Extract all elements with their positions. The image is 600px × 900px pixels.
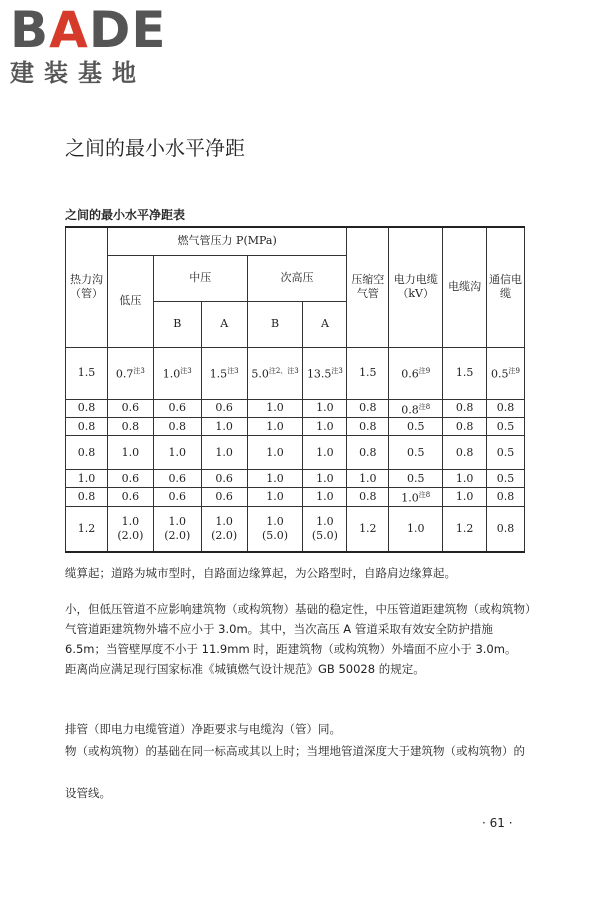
table-cell: 0.5 (389, 418, 443, 436)
table-cell: 1.0$^{注8}$ (389, 488, 443, 507)
table-cell: 0.5 (487, 470, 525, 488)
logo-wordmark: BADE (10, 1, 167, 59)
table-cell: 0.8 (66, 488, 108, 507)
table-cell: 0.8 (487, 506, 525, 552)
table-cell: 0.6 (153, 488, 201, 507)
logo-subtitle: 建装基地 (10, 59, 146, 87)
table-cell: 0.5 (487, 418, 525, 436)
table-cell: 1.0 (2.0) (107, 506, 153, 552)
table-cell: 0.8 (443, 399, 487, 418)
note-1: 缆算起；道路为城市型时，自路面边缘算起，为公路型时，自路肩边缘算起。 (65, 566, 456, 580)
table-cell: 1.2 (347, 506, 389, 552)
note-3b: 物（或构筑物）的基础在同一标高或其以上时；当埋地管道深度大于建筑物（或构筑物）的 (65, 744, 525, 758)
table-cell: 0.5 (389, 470, 443, 488)
table-cell: 1.0 (247, 418, 303, 436)
table-cell: 0.8 (66, 399, 108, 418)
table-cell: 1.0 (2.0) (153, 506, 201, 552)
table-cell: 1.0 (107, 436, 153, 470)
note-2a: 小，但低压管道不应影响建筑物（或构筑物）基础的稳定性，中压管道距建筑物（或构筑物） (65, 602, 537, 616)
table-row (66, 436, 525, 470)
table-cell: 1.0 (5.0) (247, 506, 303, 552)
table-cell: 1.0 (303, 470, 347, 488)
header-comm-cable: 通信电缆 (487, 227, 525, 347)
header-sub-high-b: B (247, 301, 303, 347)
table-cell: 1.5 (347, 347, 389, 399)
header-mid-a: A (201, 301, 247, 347)
table-cell: 0.8 (66, 436, 108, 470)
table-cell: 0.6 (201, 470, 247, 488)
table-cell: 1.0 (303, 436, 347, 470)
table-cell: 1.0 (347, 470, 389, 488)
table-cell: 1.0 (201, 418, 247, 436)
header-mid-b: B (153, 301, 201, 347)
table-cell: 0.8 (347, 488, 389, 507)
table-cell: 1.0 (443, 488, 487, 507)
table-cell: 0.8 (487, 399, 525, 418)
note-3a: 排管（即电力电缆管道）净距要求与电缆沟（管）同。 (65, 722, 341, 736)
table-row (66, 506, 525, 552)
header-power-cable: 电力电缆（kV） (389, 227, 443, 347)
table-cell: 1.0 (389, 506, 443, 552)
table-cell: 0.8 (153, 418, 201, 436)
table-cell: 1.0 (5.0) (303, 506, 347, 552)
header-compressed-air: 压缩空气管 (347, 227, 389, 347)
table-cell: 0.5 (487, 436, 525, 470)
header-low: 低压 (107, 255, 153, 347)
table-cell: 1.5$^{注3}$ (201, 347, 247, 399)
clearance-table (65, 226, 525, 553)
table-caption: 之间的最小水平净距表 (65, 208, 186, 222)
table-cell: 0.8 (487, 488, 525, 507)
header-sub-high-a: A (303, 301, 347, 347)
note-2d: 距离尚应满足现行国家标准《城镇燃气设计规范》GB 50028 的规定。 (65, 662, 425, 676)
note-2c: 6.5m；当管壁厚度不小于 11.9mm 时，距建筑物（或构筑物）外墙面不应小于 3.0m。 (65, 642, 517, 656)
table-cell: 1.0 (247, 399, 303, 418)
table-cell: $5.0^{注2、注3}$ (247, 347, 303, 399)
table-cell: 0.8 (107, 418, 153, 436)
table-row (66, 347, 525, 399)
table-cell: 0.8 (443, 418, 487, 436)
table-cell: 1.0 (66, 470, 108, 488)
page-title: 之间的最小水平净距 (65, 136, 245, 160)
note-4: 设管线。 (65, 786, 111, 800)
header-gas-pressure: 燃气管压力 P(MPa) (107, 227, 346, 255)
table-cell: 0.5$^{注9}$ (487, 347, 525, 399)
table-cell: 0.7$^{注3}$ (107, 347, 153, 399)
table-cell: 0.6 (201, 488, 247, 507)
header-cable-trench: 电缆沟 (443, 227, 487, 347)
table-cell: 0.8 (347, 418, 389, 436)
table-cell: 1.0 (247, 436, 303, 470)
table-row (66, 418, 525, 436)
table-cell: 1.0 (443, 470, 487, 488)
table-cell: 0.8 (347, 399, 389, 418)
table-cell: 1.2 (443, 506, 487, 552)
table-row (66, 488, 525, 507)
table-cell: 1.0 (247, 470, 303, 488)
table-cell: 13.5$^{注3}$ (303, 347, 347, 399)
header-mid: 中压 (153, 255, 247, 301)
page-number: · 61 · (482, 816, 513, 830)
table-row (66, 470, 525, 488)
table-cell: 1.5 (66, 347, 108, 399)
table-row (66, 399, 525, 418)
table-cell: 1.0$^{注3}$ (153, 347, 201, 399)
table-cell: 0.6 (107, 470, 153, 488)
table-cell: 0.8 (347, 436, 389, 470)
table-cell: 0.8$^{注8}$ (389, 399, 443, 418)
table-cell: 0.5 (389, 436, 443, 470)
table-cell: 0.6$^{注9}$ (389, 347, 443, 399)
note-2b: 气管道距建筑物外墙不应小于 3.0m。其中，当次高压 A 管道采取有效安全防护措施 (65, 622, 493, 636)
brand-logo (10, 1, 167, 88)
table-cell: 1.5 (443, 347, 487, 399)
table-cell: 0.6 (107, 399, 153, 418)
header-sub-high: 次高压 (247, 255, 347, 301)
table-cell: 1.2 (66, 506, 108, 552)
table-cell: 1.0 (247, 488, 303, 507)
table-cell: 1.0 (201, 436, 247, 470)
table-cell: 1.0 (303, 399, 347, 418)
table-cell: 1.0 (153, 436, 201, 470)
table-cell: 0.6 (153, 399, 201, 418)
header-row-label: 热力沟（管） (66, 227, 108, 347)
table-cell: 1.0 (2.0) (201, 506, 247, 552)
table-cell: 0.6 (107, 488, 153, 507)
table-cell: 0.8 (443, 436, 487, 470)
table-cell: 0.6 (201, 399, 247, 418)
table-cell: 0.8 (66, 418, 108, 436)
table-cell: 1.0 (303, 418, 347, 436)
table-cell: 1.0 (303, 488, 347, 507)
table-cell: 0.6 (153, 470, 201, 488)
